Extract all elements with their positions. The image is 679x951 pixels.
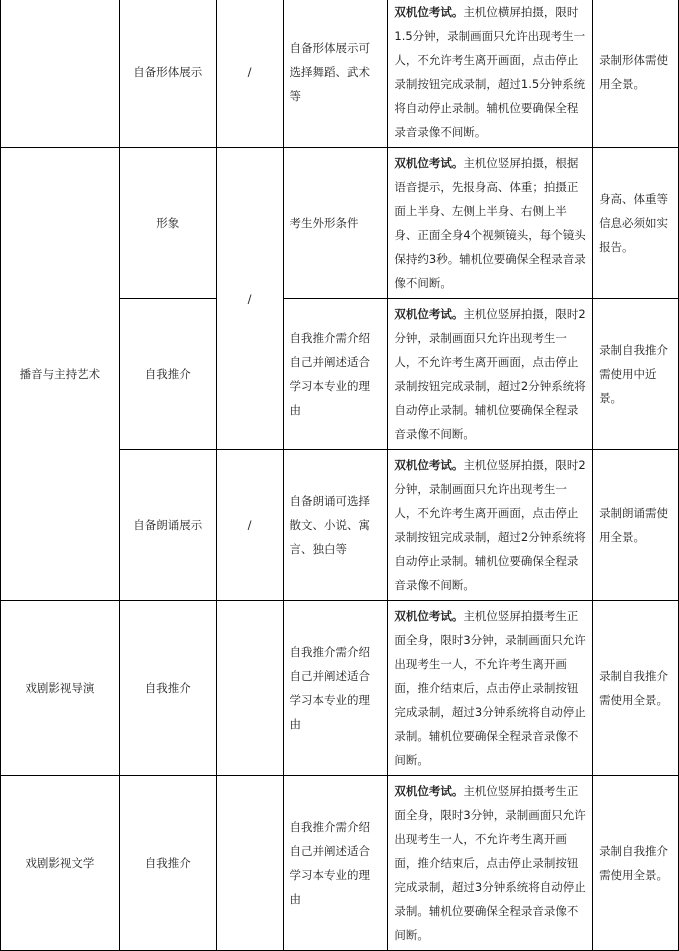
- requirement-text: 主机位竖屏拍摄，限时2分钟，录制画面只允许出现考生一人，不允许考生离开画面，点击停止录制按钮完成录制，超过2分钟系统将自动停止录制。辅机位要确保全程录音录像不间断。: [394, 307, 586, 441]
- note-cell: 录制自我推介需使用全景。: [593, 776, 679, 951]
- requirement-bold: 双机位考试。: [394, 5, 464, 19]
- item-cell: 自我推介: [119, 299, 216, 450]
- item-cell: 自备形体展示: [119, 0, 216, 148]
- slash-cell: /: [216, 0, 283, 148]
- item-cell: 自我推介: [119, 601, 216, 776]
- requirement-cell: [388, 601, 593, 776]
- table-row: [1, 0, 679, 148]
- requirement-bold: 双机位考试。: [394, 156, 464, 170]
- note-cell: 录制朗诵需使用全景。: [593, 450, 679, 601]
- table-row: [1, 148, 679, 299]
- note-cell: 身高、体重等信息必须如实报告。: [593, 148, 679, 299]
- requirement-cell: [388, 776, 593, 951]
- content-cell: 自我推介需介绍自己并阐述适合学习本专业的理由: [283, 299, 388, 450]
- slash-cell: /: [216, 450, 283, 601]
- major-cell: [1, 0, 120, 148]
- requirement-cell: [388, 450, 593, 601]
- major-cell: 戏剧影视文学: [1, 776, 120, 951]
- requirement-bold: 双机位考试。: [394, 784, 464, 798]
- requirement-text: 主机位竖屏拍摄，根据语音提示，先报身高、体重；拍摄正面上半身、左侧上半身、右侧上半身、正面全身4个视频镜头，每个镜头保持约3秒。辅机位要确保全程录音录像不间断。: [394, 156, 586, 290]
- requirement-cell: [388, 299, 593, 450]
- note-cell: 录制自我推介需使用中近景。: [593, 299, 679, 450]
- table-row: [1, 776, 679, 951]
- content-cell: 自我推介需介绍自己并阐述适合学习本专业的理由: [283, 601, 388, 776]
- requirement-bold: 双机位考试。: [394, 609, 464, 623]
- requirement-cell: [388, 0, 593, 148]
- item-cell: 自我推介: [119, 776, 216, 951]
- note-cell: 录制自我推介需使用全景。: [593, 601, 679, 776]
- requirement-bold: 双机位考试。: [394, 307, 464, 321]
- slash-cell: /: [216, 148, 283, 450]
- note-cell: 录制形体需使用全景。: [593, 0, 679, 148]
- requirement-bold: 双机位考试。: [394, 458, 464, 472]
- item-cell: 自备朗诵展示: [119, 450, 216, 601]
- requirement-text: 主机位横屏拍摄，限时1.5分钟，录制画面只允许出现考生一人，不允许考生离开画面，点击停止录制按钮完成录制，超过1.5分钟系统将自动停止录制。辅机位要确保全程录音录像不间断。: [394, 5, 586, 139]
- item-cell: 形象: [119, 148, 216, 299]
- requirement-text: 主机位竖屏拍摄考生正面全身，限时3分钟，录制画面只允许出现考生一人，不允许考生离开画面，推介结束后，点击停止录制按钮完成录制，超过3分钟系统将自动停止录制。辅机位要确保全程录音录像不间断。: [394, 609, 586, 767]
- requirement-cell: [388, 148, 593, 299]
- content-cell: 自备朗诵可选择散文、小说、寓言、独白等: [283, 450, 388, 601]
- major-cell: 播音与主持艺术: [1, 148, 120, 601]
- content-cell: 自备形体展示可选择舞蹈、武术等: [283, 0, 388, 148]
- slash-cell: [216, 601, 283, 776]
- slash-cell: [216, 776, 283, 951]
- content-cell: 自我推介需介绍自己并阐述适合学习本专业的理由: [283, 776, 388, 951]
- requirement-text: 主机位竖屏拍摄，限时2分钟，录制画面只允许出现考生一人，不允许考生离开画面，点击停止录制按钮完成录制，超过2分钟系统将自动停止录制。辅机位要确保全程录音录像不间断。: [394, 458, 586, 592]
- requirement-text: 主机位竖屏拍摄考生正面全身，限时3分钟，录制画面只允许出现考生一人，不允许考生离开画面，推介结束后，点击停止录制按钮完成录制，超过3分钟系统将自动停止录制。辅机位要确保全程录音录像不间断。: [394, 784, 586, 942]
- major-cell: 戏剧影视导演: [1, 601, 120, 776]
- content-cell: 考生外形条件: [283, 148, 388, 299]
- table-row: [1, 601, 679, 776]
